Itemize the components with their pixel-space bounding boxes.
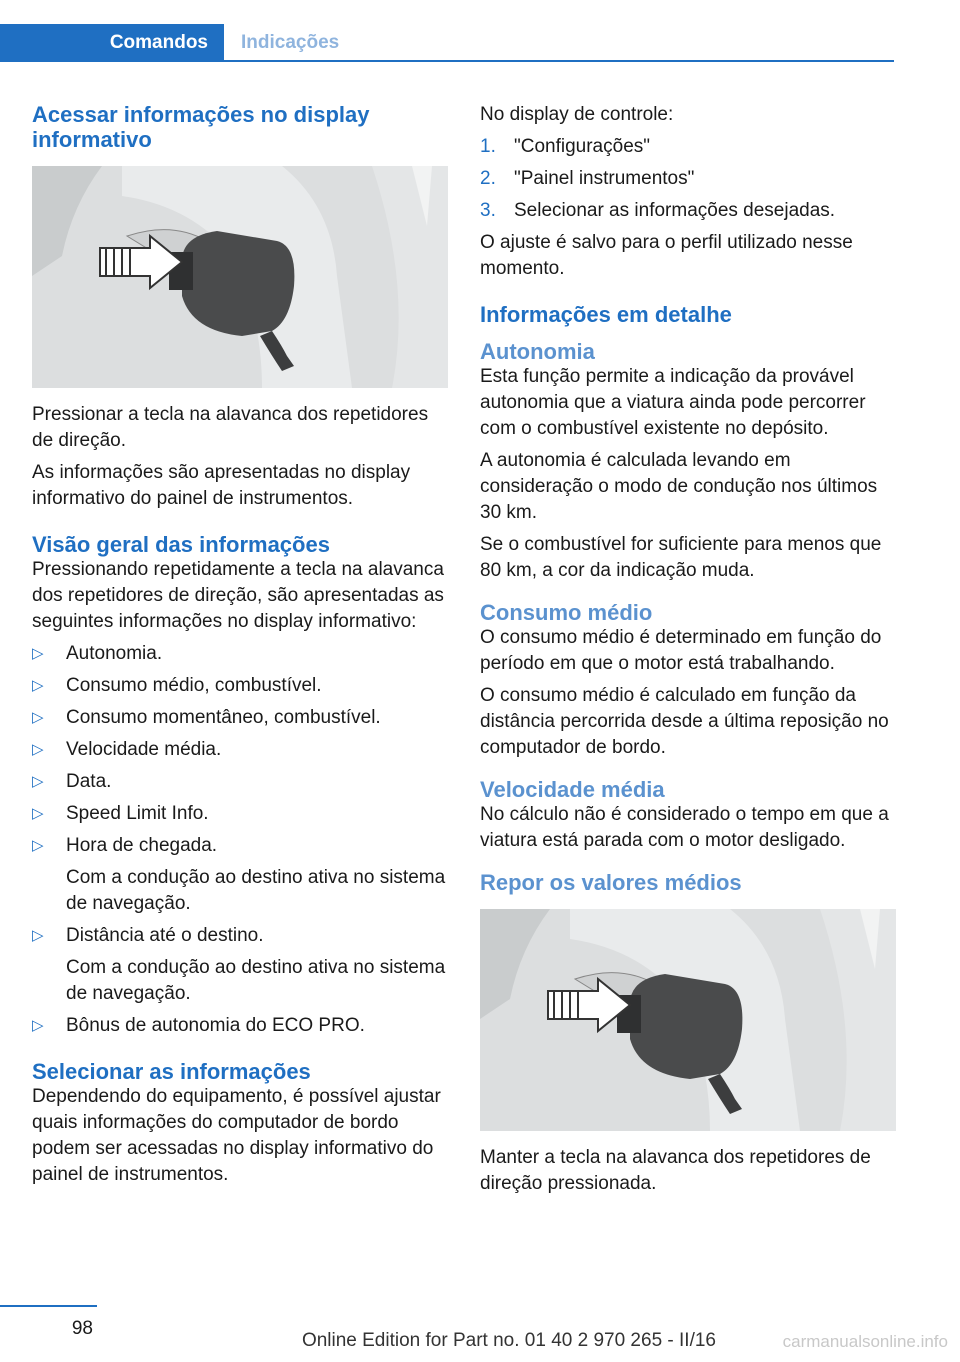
step-number: 1. <box>480 136 496 157</box>
lever-illustration <box>480 909 896 1131</box>
list-item: ▷ Autonomia. <box>32 641 448 667</box>
heading-informacoes-detalhe: Informações em detalhe <box>480 302 732 327</box>
info-list <box>32 641 448 1039</box>
paragraph-pressionar-tecla: Pressionar a tecla na alavanca dos repetidores de direção. <box>32 404 429 451</box>
list-item: ▷ Consumo momentâneo, combustível. <box>32 705 448 731</box>
right-column <box>480 102 896 1203</box>
paragraph-velocidade-calculo: No cálculo não é considerado o tempo em que a viatura está parada com o motor desligado. <box>480 804 889 851</box>
figure-turn-signal-lever-reset <box>480 909 896 1131</box>
page-number: 98 <box>71 1318 93 1339</box>
triangle-bullet-icon: ▷ <box>32 741 44 758</box>
heading-acessar-informacoes: Acessar informações no display informativo <box>32 102 370 152</box>
left-column <box>32 102 448 1194</box>
triangle-bullet-icon: ▷ <box>32 645 44 662</box>
triangle-bullet-icon: ▷ <box>32 927 44 944</box>
paragraph-ajuste-salvo: O ajuste é salvo para o perfil utilizado nesse momento. <box>480 232 853 279</box>
header-tabbar <box>0 24 894 62</box>
list-item: ▷ Hora de chegada. Com a condução ao destino ativa no sistema de navegação. <box>32 833 448 917</box>
edition-note: Online Edition for Part no. 01 40 2 970 265 - II/16 <box>301 1330 716 1351</box>
paragraph-consumo-calculado: O consumo médio é calculado em função da distância percorrida desde a última reposição no computador de bordo. <box>480 685 889 758</box>
subheading-velocidade-media: Velocidade média <box>480 777 665 802</box>
figure-turn-signal-lever <box>32 166 448 388</box>
footer-rule <box>0 1305 97 1307</box>
list-item: ▷ Distância até o destino. Com a condução ao destino ativa no sistema de navegação. <box>32 923 448 1007</box>
triangle-bullet-icon: ▷ <box>32 837 44 854</box>
triangle-bullet-icon: ▷ <box>32 677 44 694</box>
step-number: 2. <box>480 168 496 189</box>
subheading-autonomia: Autonomia <box>480 339 595 364</box>
paragraph-informacoes-apresentadas: As informações são apresentadas no display informativo do painel de instrumentos. <box>32 462 411 509</box>
steps-list <box>480 134 896 224</box>
list-item: 1. "Configurações" <box>480 134 896 160</box>
paragraph-autonomia-cor: Se o combustível for suficiente para menos que 80 km, a cor da indicação muda. <box>480 534 882 581</box>
paragraph-dependendo-equipamento: Dependendo do equipamento, é possível ajustar quais informações do computador de bordo podem ser acessadas no display informativo do painel de instrumentos. <box>32 1086 441 1185</box>
heading-visao-geral: Visão geral das informações <box>32 532 330 557</box>
paragraph-consumo-determinado: O consumo médio é determinado em função do período em que o motor está trabalhando. <box>480 627 882 674</box>
list-item-note: Com a condução ao destino ativa no sistema de navegação. <box>66 867 446 914</box>
triangle-bullet-icon: ▷ <box>32 1017 44 1034</box>
paragraph-pressionando-repetidamente: Pressionando repetidamente a tecla na alavanca dos repetidores de direção, são apresentadas as seguintes informações no display informativo: <box>32 559 444 632</box>
triangle-bullet-icon: ▷ <box>32 805 44 822</box>
list-item: 3. Selecionar as informações desejadas. <box>480 198 896 224</box>
list-item: ▷ Data. <box>32 769 448 795</box>
paragraph-manter-tecla: Manter a tecla na alavanca dos repetidores de direção pressionada. <box>480 1147 871 1194</box>
list-item: ▷ Consumo médio, combustível. <box>32 673 448 699</box>
list-item: ▷ Speed Limit Info. <box>32 801 448 827</box>
list-item-note: Com a condução ao destino ativa no sistema de navegação. <box>66 957 446 1004</box>
tab-comandos[interactable]: Comandos <box>0 24 224 62</box>
list-item: 2. "Painel instrumentos" <box>480 166 896 192</box>
paragraph-display-controle: No display de controle: <box>480 104 674 125</box>
tab-indicacoes[interactable]: Indicações <box>241 32 340 53</box>
list-item: ▷ Bônus de autonomia do ECO PRO. <box>32 1013 448 1039</box>
paragraph-autonomia-calculo: A autonomia é calculada levando em consideração o modo de condução nos últimos 30 km. <box>480 450 878 523</box>
subheading-repor-valores: Repor os valores médios <box>480 870 742 895</box>
triangle-bullet-icon: ▷ <box>32 773 44 790</box>
list-item: ▷ Velocidade média. <box>32 737 448 763</box>
paragraph-autonomia-funcao: Esta função permite a indicação da provável autonomia que a viatura ainda pode percorrer com o combustível existente no depósito. <box>480 366 866 439</box>
heading-selecionar-informacoes: Selecionar as informações <box>32 1059 311 1084</box>
lever-illustration <box>32 166 448 388</box>
watermark: carmanualsonline.info <box>782 1332 948 1351</box>
subheading-consumo-medio: Consumo médio <box>480 600 653 625</box>
triangle-bullet-icon: ▷ <box>32 709 44 726</box>
step-number: 3. <box>480 200 496 221</box>
